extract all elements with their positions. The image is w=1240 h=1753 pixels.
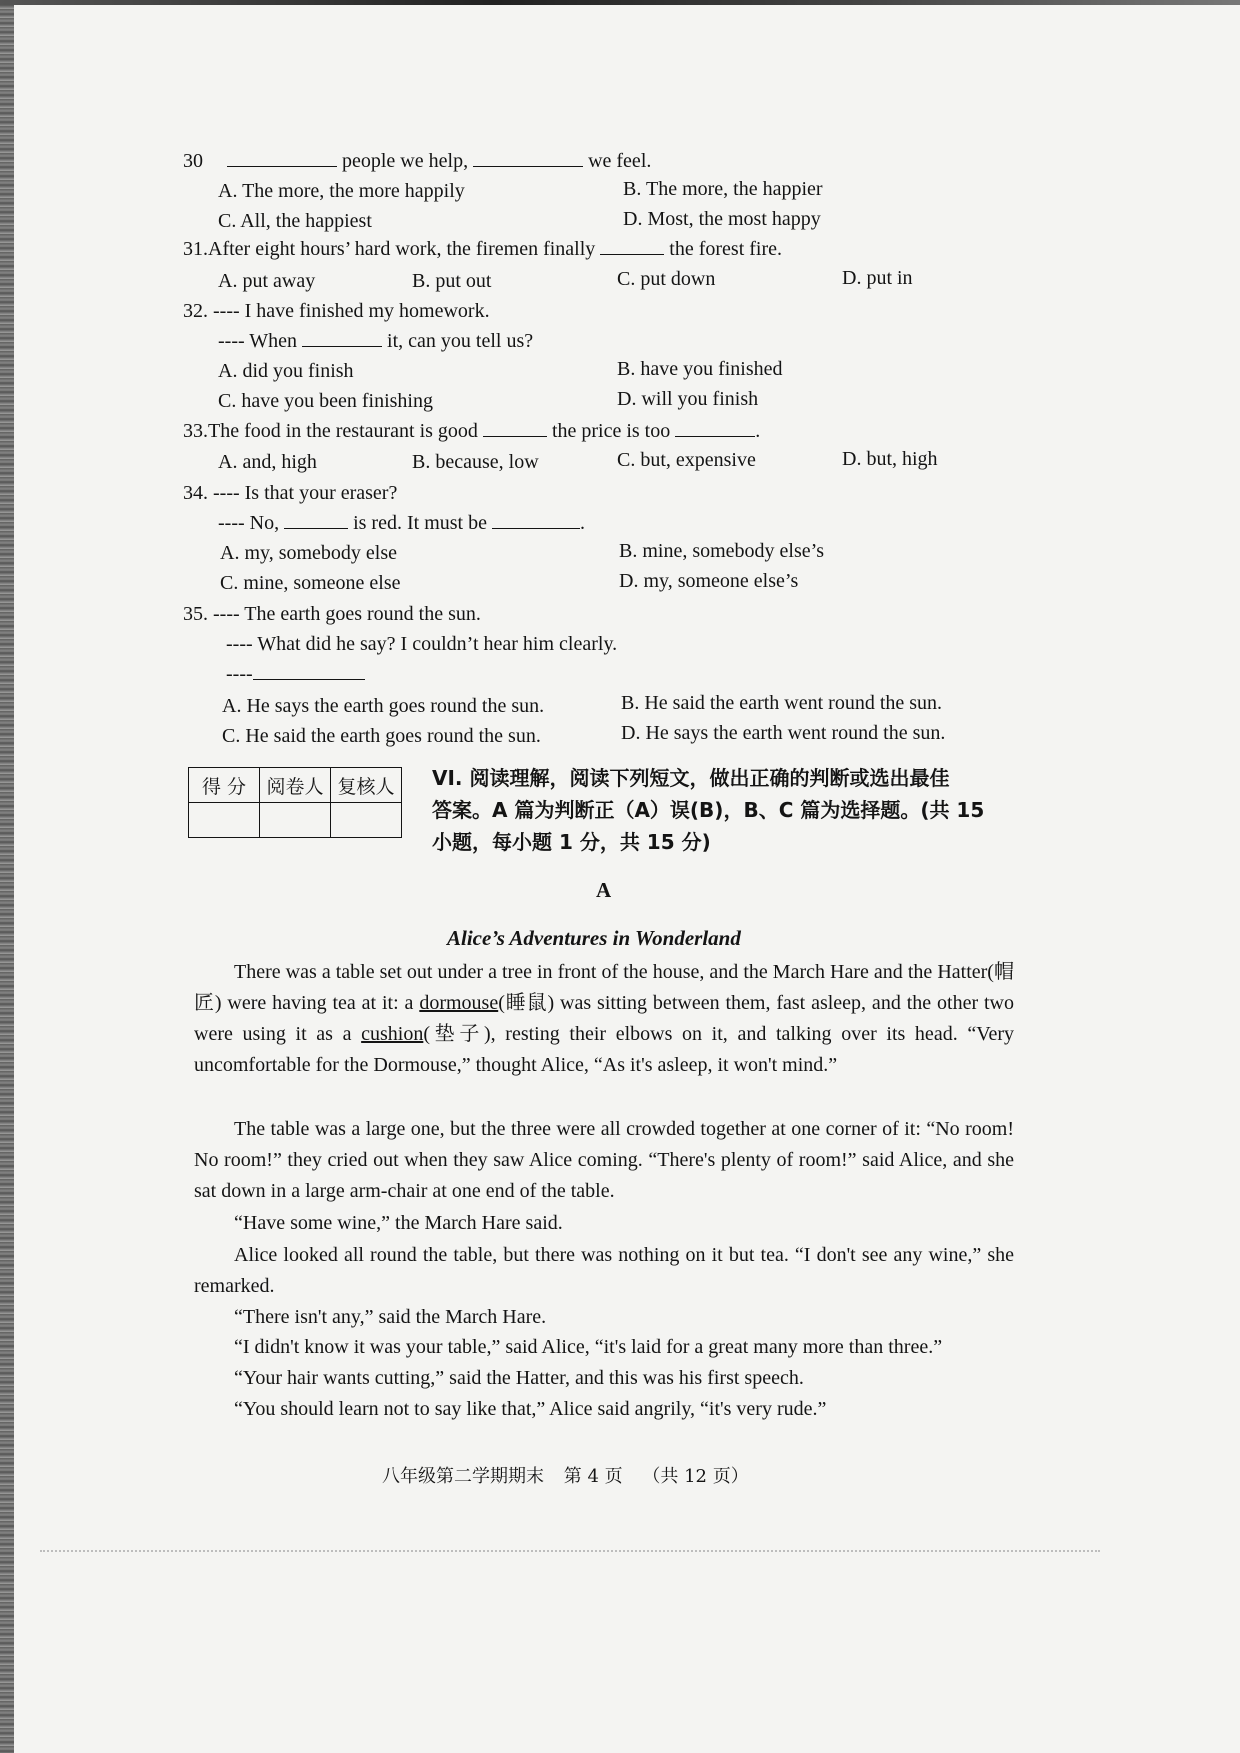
option-b: B. because, low [412,451,539,473]
answer-blank [492,510,580,529]
question-number: 31. [183,238,208,260]
passage-paragraph-2: The table was a large one, but the three were all crowded together at one corner of it: “No room! No room!” they cried out when they saw Alice coming. “There's plenty of room!” said Alice, and she sat down in a large arm-chair at one end of the table. [194,1118,1014,1202]
page-footer [382,1462,763,1488]
option-b: B. have you finished [617,358,783,380]
option-b: B. mine, somebody else’s [619,540,824,562]
passage-paragraph-3: “Have some wine,” the March Hare said. [234,1212,563,1234]
question-number: 35. [183,603,208,625]
passage-paragraph-8: “You should learn not to say like that,” Alice said angrily, “it's very rude.” [234,1398,827,1420]
option-a: A. did you finish [218,360,354,382]
score-cell[interactable] [189,803,260,838]
question-35-line3: ---- [226,661,365,687]
passage-paragraph-5: “There isn't any,” said the March Hare. [234,1306,547,1328]
grader-header: 阅卷人 [260,768,331,803]
option-d: D. but, high [842,448,938,470]
question-number: 30 [183,150,203,172]
passage-paragraph-4: Alice looked all round the table, but there was nothing on it but tea. “I don't see any wine,” she remarked. [194,1244,1014,1297]
answer-blank [600,236,664,255]
option-a: A. put away [218,270,316,292]
score-table [188,767,402,838]
option-c: C. have you been finishing [218,390,433,412]
option-d: D. put in [842,267,913,289]
answer-blank [284,510,348,529]
passage-paragraph-7: “Your hair wants cutting,” said the Hatter, and this was his first speech. [234,1367,804,1389]
footer-exam-name: 八年级第二学期期末 [382,1466,544,1487]
grader-cell[interactable] [260,803,331,838]
answer-blank [227,148,337,167]
passage-paragraph-1: There was a table set out under a tree in front of the house, and the March Hare and the Hatter(帽匠) were having tea at it: a dormouse(睡鼠) was sitting between them, fast asleep, and the other two were using it as a cushion(垫子), resting their elbows on it, and talking over its head. “Very uncomfortable for the Dormouse,” thought Alice, “As it's asleep, it won't mind.” [194,961,1014,1076]
reviewer-header: 复核人 [331,768,402,803]
vocab-cushion: cushion [361,1023,424,1045]
option-b: B. He said the earth went round the sun. [621,692,943,714]
question-32-line2: ---- When it, can you tell us? [218,330,534,352]
question-34: 34. ---- Is that your eraser? [183,482,398,504]
question-35: 35. ---- The earth goes round the sun. [183,603,481,625]
question-31: 31.After eight hours’ hard work, the firemen finally the forest fire. [183,238,783,260]
answer-blank [302,328,382,347]
option-c: C. He said the earth goes round the sun. [222,725,541,747]
option-d: D. He says the earth went round the sun. [621,722,946,744]
option-c: C. put down [617,268,716,290]
option-c: C. All, the happiest [218,210,372,232]
score-header: 得 分 [189,768,260,803]
answer-blank [473,148,583,167]
option-a: A. my, somebody else [220,542,398,564]
option-a: A. and, high [218,451,317,473]
question-number: 32. [183,300,208,322]
question-33: 33.The food in the restaurant is good the price is too . [183,420,761,442]
vocab-dormouse: dormouse [419,992,499,1014]
reviewer-cell[interactable] [331,803,402,838]
question-number: 34. [183,482,208,504]
option-c: C. but, expensive [617,449,756,471]
passage-title: Alice’s Adventures in Wonderland [447,926,741,950]
question-34-line2: ---- No, is red. It must be . [218,512,585,534]
option-d: D. Most, the most happy [623,208,821,230]
footer-total-pages: （共 12 页） [642,1466,749,1487]
option-c: C. mine, someone else [220,572,401,594]
option-d: D. my, someone else’s [619,570,799,592]
answer-blank [253,661,365,680]
section-heading: VI. 阅读理解，阅读下列短文，做出正确的判断或选出最佳 答案。A 篇为判断正（A）误(B)，B、C 篇为选择题。(共 15 小题，每小题 1 分，共 15 分) [432,766,985,854]
question-30: 30 people we help, we feel. [183,150,652,172]
passage-paragraph-6: “I didn't know it was your table,” said Alice, “it's laid for a great many more than three.” [234,1336,943,1358]
question-35-line2: ---- What did he say? I couldn’t hear him clearly. [226,633,618,655]
passage-letter: A [596,878,612,902]
option-a: A. He says the earth goes round the sun. [222,695,545,717]
question-number: 33. [183,420,208,442]
answer-blank [483,418,547,437]
question-32: 32. ---- I have finished my homework. [183,300,490,322]
scan-artifact [40,1550,1100,1554]
option-b: B. put out [412,270,492,292]
answer-blank [675,418,755,437]
footer-page-number: 第 4 页 [563,1466,623,1487]
option-a: A. The more, the more happily [218,180,465,202]
option-d: D. will you finish [617,388,759,410]
option-b: B. The more, the happier [623,178,823,200]
